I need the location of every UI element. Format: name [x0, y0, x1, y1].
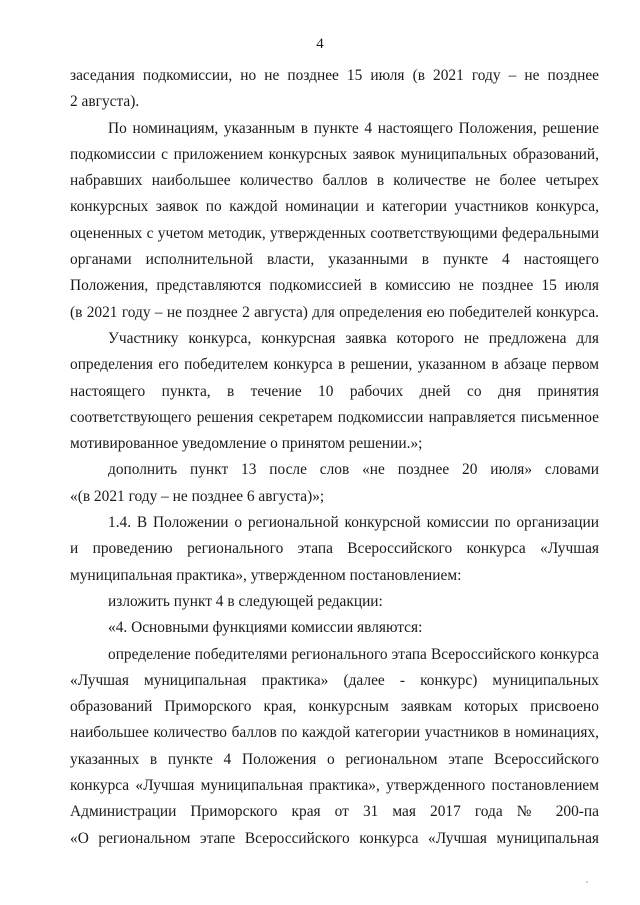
text-line: заседания подкомиссии, но не позднее 15 июля (в 2021 году – не позднее: [70, 67, 599, 84]
text-line: органами исполнительной власти, указанными в пункте 4 настоящего: [70, 251, 599, 269]
text-line: набравших наибольшее количество баллов в количестве не более четырех: [70, 172, 599, 190]
page-number: 4: [316, 36, 324, 52]
text-line: 2 августа).: [70, 93, 140, 111]
text-line: образований Приморского края, конкурсным заявкам которых присвоено: [70, 698, 599, 716]
text-line: муниципальная практика», утвержденном постановлением:: [70, 566, 462, 584]
text-line: «(в 2021 году – не позднее 6 августа)»;: [70, 487, 325, 505]
text-line: определение победителями регионального этапа Всероссийского конкурса: [108, 645, 599, 663]
text-line: наибольшее количество баллов по каждой категории участников в номинациях,: [70, 724, 599, 742]
text-line: «4. Основными функциями комиссии являются:: [108, 619, 423, 637]
text-line: определения его победителем конкурса в решении, указанном в абзаце первом: [70, 356, 599, 374]
text-line: оцененных с учетом методик, утвержденных соответствующими федеральными: [70, 224, 599, 242]
text-line: «О региональном этапе Всероссийского конкурса «Лучшая муниципальная: [70, 829, 599, 847]
text-line: мотивированное уведомление о принятом решении.»;: [70, 435, 423, 453]
text-line: изложить пункт 4 в следующей редакции:: [108, 592, 383, 610]
text-line: «Лучшая муниципальная практика» (далее - конкурс) муниципальных: [70, 671, 599, 689]
text-line: подкомиссии с приложением конкурсных заявок муниципальных образований,: [70, 145, 599, 163]
text-line: 1.4. В Положении о региональной конкурсной комиссии по организации: [108, 514, 599, 532]
text-line: По номинациям, указанным в пункте 4 настоящего Положения, решение: [108, 119, 599, 137]
text-line: указанных в пункте 4 Положения о региональном этапе Всероссийского: [70, 750, 599, 768]
scan-speck: [586, 881, 588, 883]
text-line: дополнить пункт 13 после слов «не позднее 20 июля» словами: [108, 461, 599, 479]
text-line: конкурса «Лучшая муниципальная практика», утвержденного постановлением: [70, 777, 599, 795]
text-line: и проведению регионального этапа Всероссийского конкурса «Лучшая: [70, 540, 599, 558]
document-body: [70, 63, 599, 852]
text-line: Положения, представляются подкомиссией в комиссию не позднее 15 июля: [70, 277, 599, 295]
text-line: настоящего пункта, в течение 10 рабочих дней со дня принятия: [70, 382, 599, 400]
text-line: Администрации Приморского края от 31 мая 2017 года № 200-па: [70, 803, 599, 821]
text-line: (в 2021 году – не позднее 2 августа) для определения ею победителей конкурса.: [70, 303, 599, 321]
text-line: конкурсных заявок по каждой номинации и категории участников конкурса,: [70, 198, 599, 216]
text-line: соответствующего решения секретарем подкомиссии направляется письменное: [70, 408, 599, 426]
text-line: Участнику конкурса, конкурсная заявка которого не предложена для: [108, 329, 599, 347]
